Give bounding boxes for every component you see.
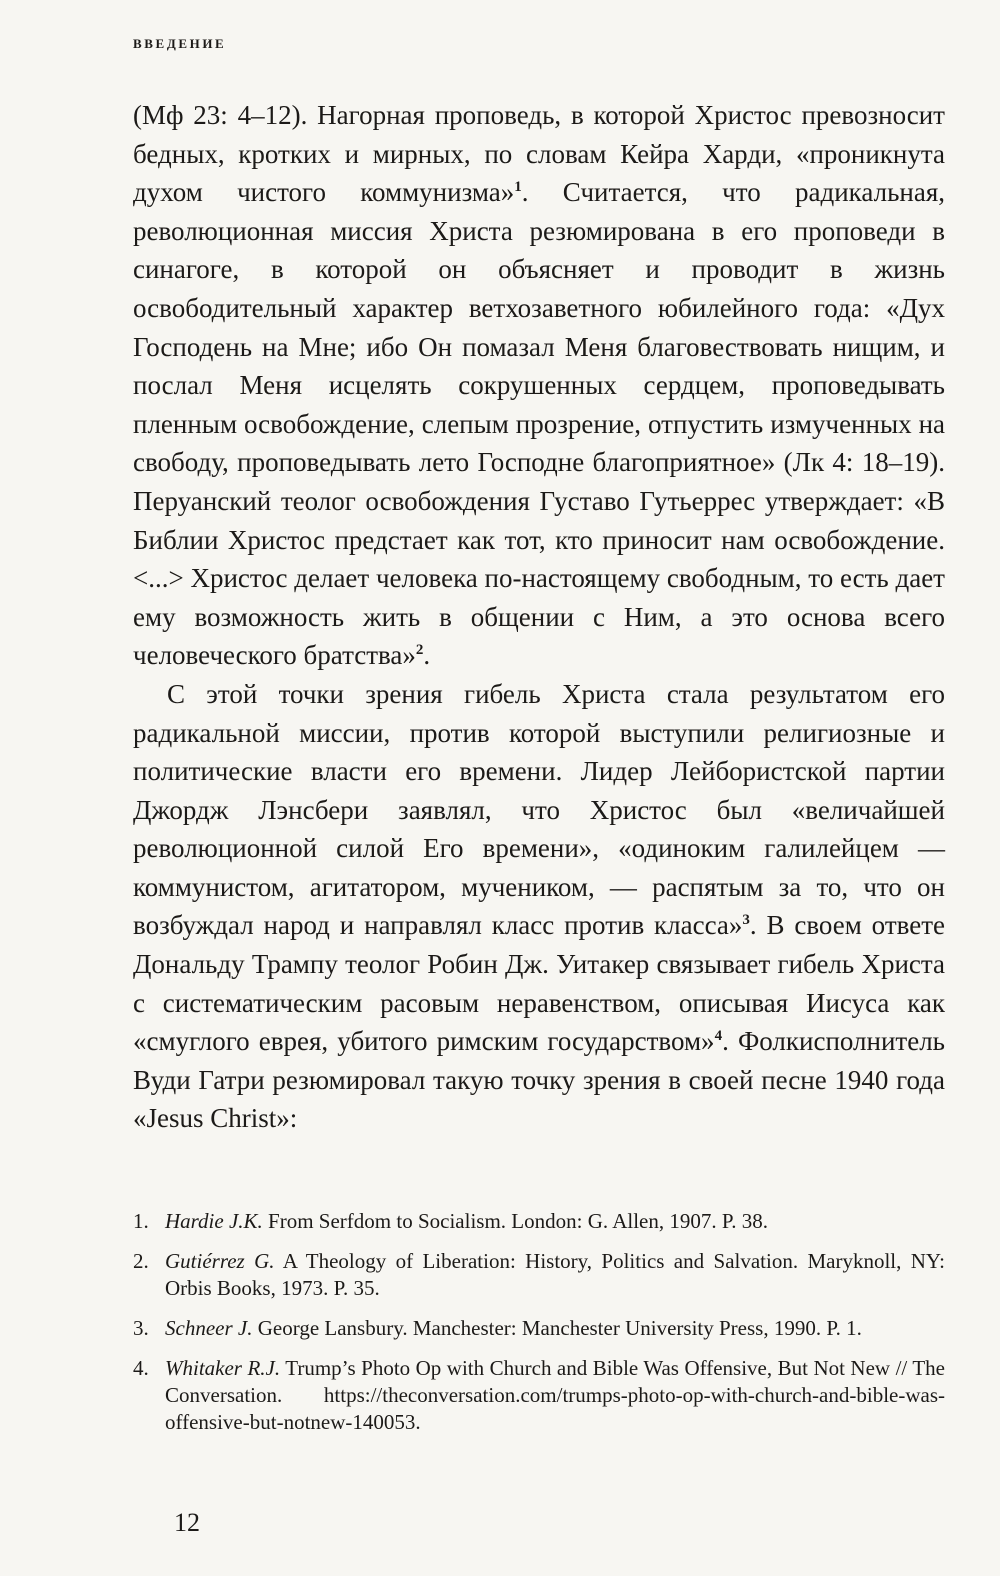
footnote-number: 4. — [133, 1356, 149, 1380]
footnote-text — [165, 1208, 945, 1235]
footnote-author: Whitaker R.J. — [165, 1356, 281, 1380]
footnote-3 — [133, 1315, 945, 1342]
footnote-citation: George Lansbury. Manchester: Manchester University Press, 1990. P. 1. — [252, 1316, 862, 1340]
footnote-number: 1. — [133, 1209, 149, 1233]
text-segment: . Считается, что радикальная, революционная миссия Христа резюмирована в его проповеди в синагоге, в которой он объясняет и проводит в жизнь освободительный характер ветхозаветного юбилейного года: «Дух Господень на Мне; ибо Он помазал Меня благовествовать нищим, и послал Меня исцелять сокрушенных сердцем, проповедывать пленным освобождение, слепым прозрение, отпустить измученных на свободу, проповедывать лето Господне благоприятное» (Лк 4: 18–19). Перуанский теолог освобождения Густаво Гутьеррес утверждает: «В Библии Христос предстает как тот, кто приносит нам освобождение. <...> Христос делает человека по-настоящему свободным, то есть дает ему возможность жить в общении с Ним, а это основа всего человеческого братства» — [133, 177, 945, 671]
footnote-citation: From Serfdom to Socialism. London: G. Allen, 1907. P. 38. — [262, 1209, 768, 1233]
text-segment: С этой точки зрения гибель Христа стала результатом его радикальной миссии, против которой выступили религиозные и политические власти его времени. Лидер Лейбористской партии Джордж Лэнсбери заявлял, что Христос был «величайшей революционной силой Его времени», «одиноким галилейцем — коммунистом, агитатором, мучеником, — распятым за то, что он возбуждал народ и направлял класс против класса» — [133, 678, 945, 941]
footnote-number: 2. — [133, 1249, 149, 1273]
footnote-text — [165, 1315, 945, 1342]
footnote-ref-2: 2 — [415, 642, 424, 659]
footnote-number: 3. — [133, 1316, 149, 1340]
text-segment: . — [423, 640, 431, 671]
footnote-author: Gutiérrez G. — [165, 1249, 275, 1273]
footnote-citation: Trump’s Photo Op with Church and Bible Was Offensive, But Not New // The Conversation. https://theconversation.com/trumps-photo-op-with-church-and-bible-was-offensive-but-notnew-140053. — [165, 1356, 946, 1434]
paragraph-1 — [133, 96, 945, 675]
footnote-text — [165, 1248, 945, 1302]
footnote-4 — [133, 1355, 945, 1436]
footnote-text — [165, 1355, 945, 1436]
text-segment: . В своем ответе Дональду Трампу теолог Робин Дж. Уитакер связывает гибель Христа с систематическим расовым неравенством, описывая Иисуса как «смуглого еврея, убитого римским государством» — [133, 910, 945, 1057]
footnote-2 — [133, 1248, 945, 1302]
page-number: 12 — [174, 1508, 200, 1537]
running-header: ВВЕДЕНИЕ — [133, 36, 227, 51]
main-text — [133, 96, 945, 1138]
footnote-author: Hardie J.K. — [165, 1209, 263, 1233]
footnote-ref-4: 4 — [714, 1028, 723, 1045]
text-segment: . Фолкисполнитель Вуди Гатри резюмировал такую точку зрения в своей песне 1940 года «Jesus Christ»: — [133, 1026, 945, 1134]
footnote-citation: A Theology of Liberation: History, Politics and Salvation. Maryknoll, NY: Orbis Books, 1973. P. 35. — [165, 1249, 945, 1300]
footnote-1 — [133, 1208, 945, 1235]
footnotes — [133, 1208, 945, 1449]
text-segment: (Мф 23: 4–12). Нагорная проповедь, в которой Христос превозносит бедных, кротких и мирных, по словам Кейра Харди, «проникнута духом чистого коммунизма» — [133, 100, 945, 208]
footnote-author: Schneer J. — [165, 1316, 253, 1340]
footnote-ref-3: 3 — [742, 912, 750, 929]
footnote-ref-1: 1 — [514, 179, 522, 196]
paragraph-2 — [133, 675, 945, 1138]
